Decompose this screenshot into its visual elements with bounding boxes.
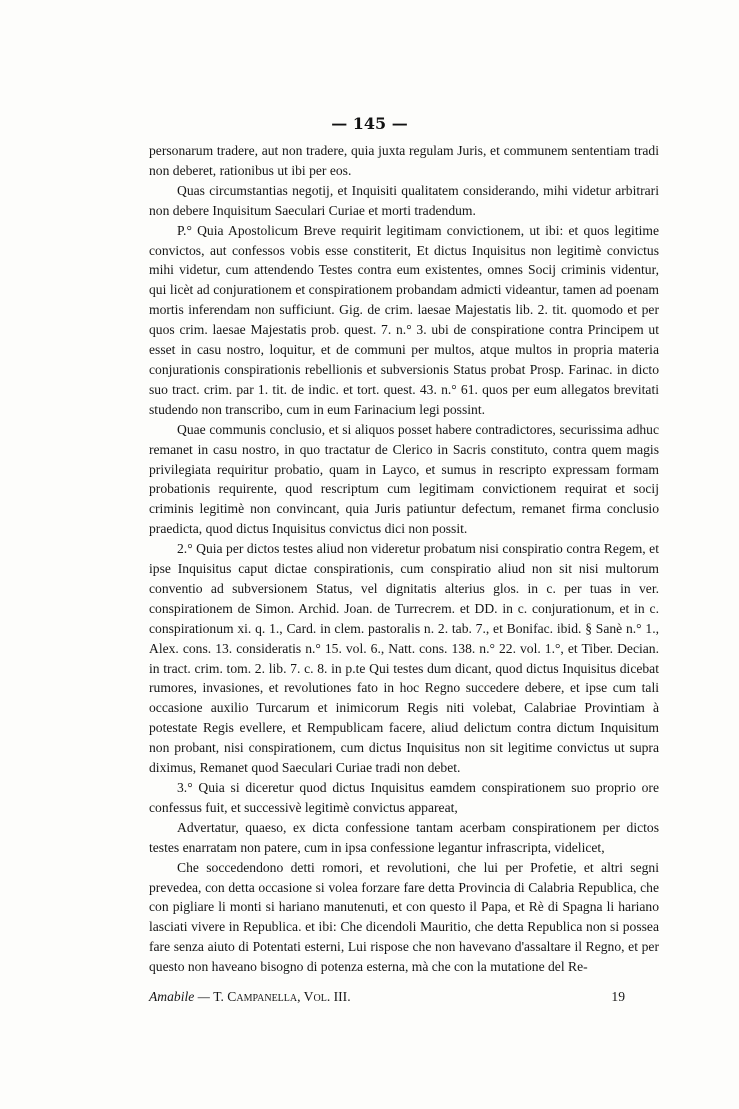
paragraph: Advertatur, quaeso, ex dicta confessione tantam acerbam conspirationem per dictos testes enarratam non patere, cum in ipsa confessione legantur infrascripta, videlicet, <box>149 819 659 855</box>
page-footer <box>149 989 659 1005</box>
paragraph: Quas circumstantias negotij, et Inquisiti qualitatem considerando, mihi videtur arbitrari non debere Inquisitum Saeculari Curiae et morti tradendum. <box>149 182 659 218</box>
footer-citation <box>149 989 351 1004</box>
footer-dash: — <box>194 989 214 1004</box>
paragraph: Quae communis conclusio, et si aliquos posset habere contradictores, securissima adhuc remanet in casu nostro, in quo tractatur de Clerico in Sacris constituto, contra quem magis privilegiata requiritur probatio, quam in Layco, et sumus in rescripto expressam formam probationis requirente, quod rescriptum cum legitimam convictionem requirat et socij criminis legitimè non convincant, quia Juris patiuntur defectum, remanet firma conclusio praedicta, quod dictus Inquisitus convictus dici non possit. <box>149 421 659 537</box>
paragraph-continuation: personarum tradere, aut non tradere, quia juxta regulam Juris, et communem sententiam tradi non deberet, rationibus ut ibi per eos. <box>149 143 659 178</box>
footer-volume: , Vol. III. <box>297 989 351 1004</box>
footer-initial: T. <box>213 989 228 1004</box>
body-text <box>149 141 659 977</box>
paragraph: 3.° Quia si diceretur quod dictus Inquisitus eamdem conspirationem suo proprio ore confessus fuit, et successivè legitimè convictus appareat, <box>149 780 659 815</box>
signature-mark: 19 <box>611 989 625 1004</box>
footer-surname: Campanella <box>227 989 298 1004</box>
page-number: — 145 — <box>331 114 408 133</box>
footer-author: Amabile <box>149 989 195 1004</box>
paragraph: P.° Quia Apostolicum Breve requirit legitimam convictionem, ut ibi: et quos legitime convictos, aut confessos vobis esse constiterit, Et dictus Inquisitus non legitimè convictus mihi videtur, cum attendendo Testes contra eum existentes, omnes Socij criminis videntur, qui licèt ad conjurationem et conspirationem probandam admicti videantur, tamen ad poenam mortis inferendam non sufficiunt. Gig. de crim. laesae Majestatis lib. 2. tit. quomodo et per quos crim. laesae Majestatis prob. quest. 7. n.° 3. ubi de conspiratione contra Principem ut esset in casu nostro, loquitur, et de communi per multos, atque multos in propria materia conjurationis conspirationis rebellionis et subversionis Status probat Prosp. Farinac. in dicto suo tract. crim. par 1. tit. de indic. et tort. quest. 43. n.° 61. quos per eum allegatos brevitati studendo non transcribo, cum in eum Farinacium legi possint. <box>149 222 659 417</box>
paragraph: 2.° Quia per dictos testes aliud non videretur probatum nisi conspiratio contra Regem, et ipse Inquisitus caput dictae conspirationis, cum conspiratio aliud non sit nisi multorum conventio ad subversionem Status, vel dignitatis alterius glos. in c. per tuas in ver. conspirationem de Simon. Archid. Joan. de Turrecrem. et DD. in c. conjurationum, et in c. conspirationum xi. q. 1., Card. in clem. pastoralis n. 2. tab. 7., et Bonifac. ibid. § Sanè n.° 1., Alex. cons. 13. consideratis n.° 15. vol. 6., Natt. cons. 138. n.° 22. vol. 1.°, et Tiber. Decian. in tract. crim. tom. 2. lib. 7. c. 8. in p.te Qui testes dum dicant, quod dictus Inquisitus dicebat rumores, invasiones, et revolutiones fato in hoc Regno succedere debere, et ipse cum tali occasione auxilio Turcarum et inimicorum Regis niti volebat, Calabriae Provintiam à potestate Regis evellere, et Rempublicam facere, aliud delictum contra dictum Inquisitum non probant, nisi conspirationem, cum dictus Inquisitus non sit legitime convictus ut supra diximus, Remanet quod Saeculari Curiae tradi non debet. <box>149 541 659 776</box>
paragraph: Che soccedendono detti romori, et revolutioni, che lui per Profetie, et altri segni prevedea, con detta occasione si volea forzare fare detta Provincia di Calabria Republica, che con pigliare li monti si hariano manutenuti, et con questo il Papa, et Rè di Spagna li hariano lasciati vivere in Republica. et ibi: Che dicendoli Mauritio, che detta Republica non si possea fare senza aiuto di Potentati esterni, Lui rispose che non havevano d'assaltare il Regno, et per questo non haveano bisogno di potenza esterna, mà che con la mutatione del Re- <box>149 859 659 975</box>
